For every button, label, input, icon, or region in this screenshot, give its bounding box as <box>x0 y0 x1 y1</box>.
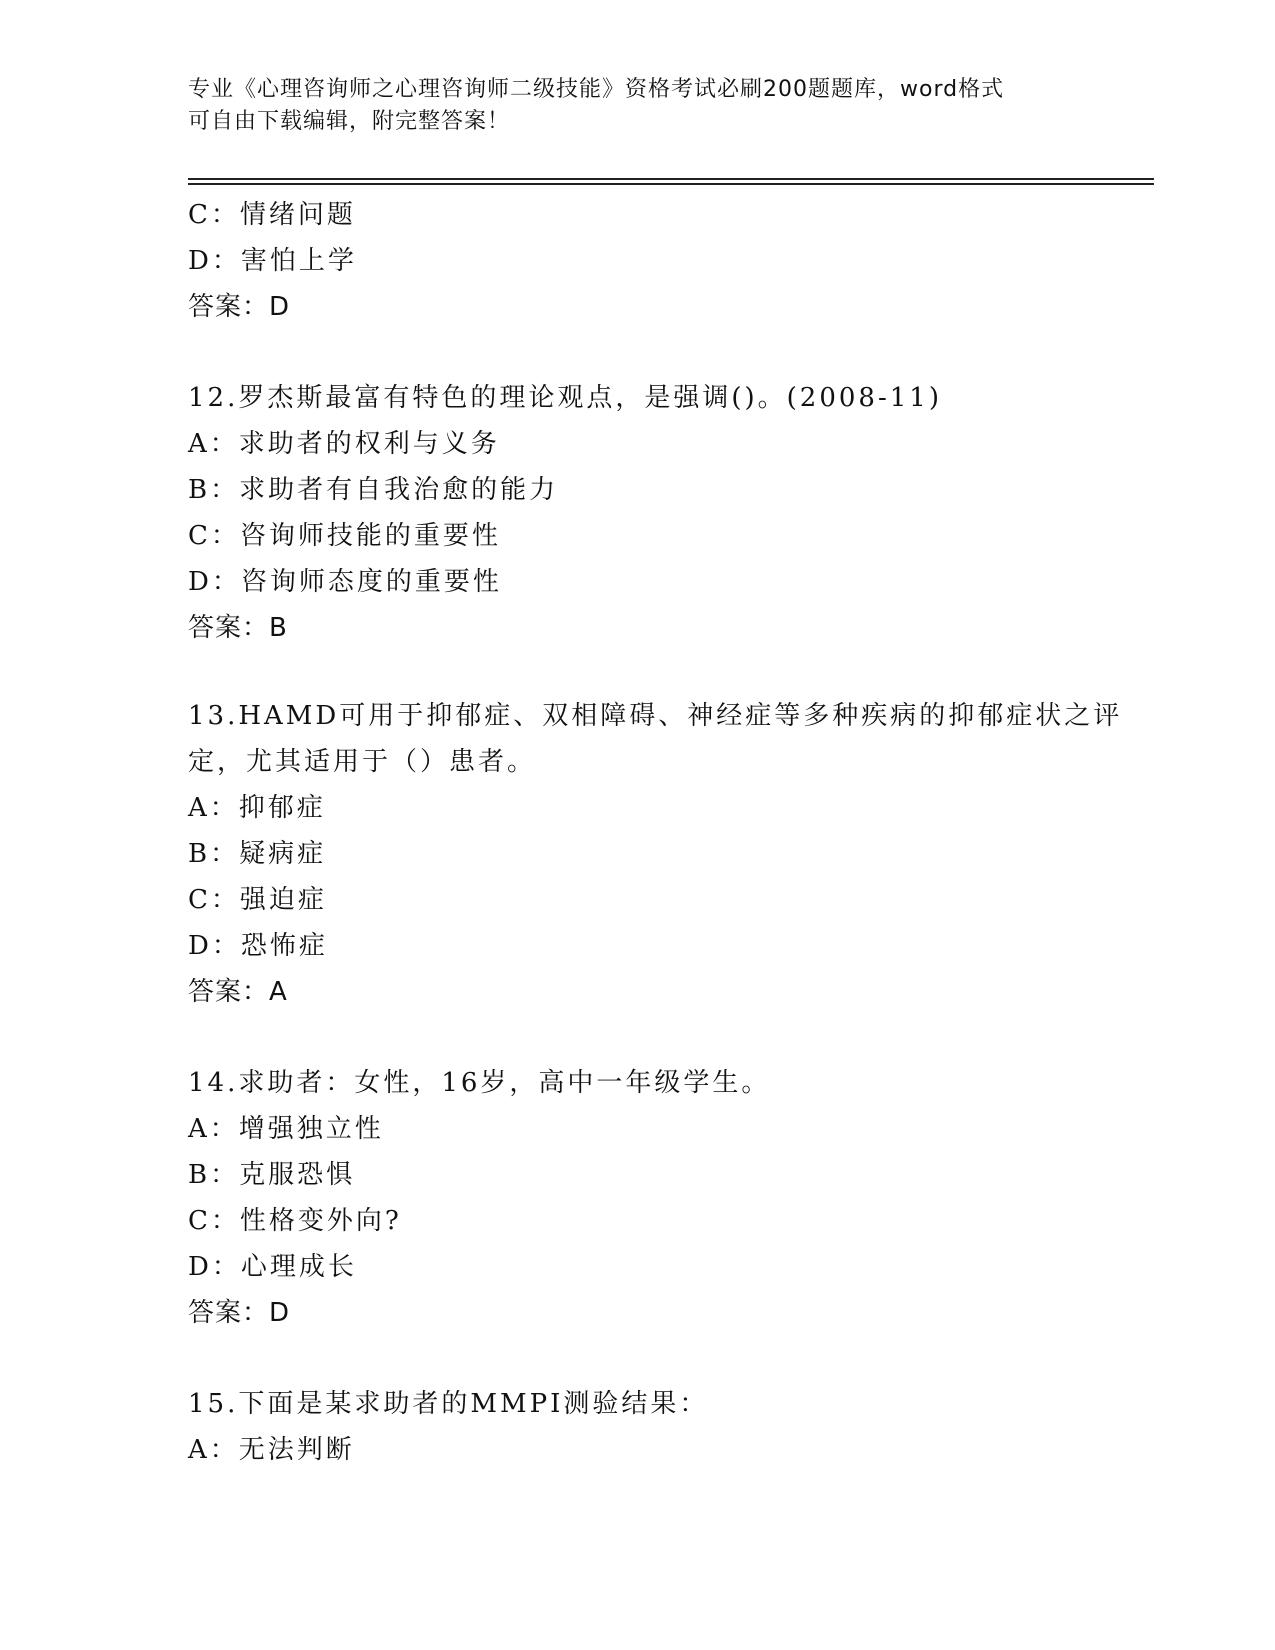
question-13-stem-line-2: 定，尤其适用于（）患者。 <box>188 747 537 777</box>
header-title-line-2: 可自由下载编辑，附完整答案！ <box>188 109 511 134</box>
header-divider-top <box>188 178 1154 180</box>
question-13-block <box>188 693 1123 1015</box>
question-11-block <box>188 192 1118 330</box>
question-12-option-c: C：咨询师技能的重要性 <box>188 521 501 551</box>
question-12-option-b: B：求助者有自我治愈的能力 <box>188 475 559 505</box>
question-spacer <box>188 1336 1118 1381</box>
question-spacer <box>188 1015 1118 1060</box>
question-14-option-b: B：克服恐惧 <box>188 1160 356 1190</box>
header-divider-bottom <box>188 183 1154 185</box>
question-spacer <box>188 651 1118 693</box>
question-14-option-c: C：性格变外向? <box>188 1206 402 1236</box>
question-15-option-a: A：无法判断 <box>188 1435 355 1465</box>
question-14-option-d: D：心理成长 <box>188 1252 357 1282</box>
question-list <box>188 192 1123 1473</box>
question-12-option-a: A：求助者的权利与义务 <box>188 429 500 459</box>
question-14-option-a: A：增强独立性 <box>188 1114 384 1144</box>
question-14-stem: 14.求助者：女性，16岁，高中一年级学生。 <box>188 1068 771 1098</box>
question-12-stem: 12.罗杰斯最富有特色的理论观点，是强调()。(2008-11) <box>188 383 942 413</box>
question-11-answer: 答案：D <box>188 292 291 322</box>
question-14-answer: 答案：D <box>188 1298 291 1328</box>
question-13-option-d: D：恐怖症 <box>188 931 328 961</box>
question-13-stem-line-1: 13.HAMD可用于抑郁症、双相障碍、神经症等多种疾病的抑郁症状之评 <box>188 701 1123 731</box>
question-15-block <box>188 1381 1118 1473</box>
question-13-option-c: C：强迫症 <box>188 885 327 915</box>
question-14-block <box>188 1060 1118 1336</box>
question-13-answer: 答案：A <box>188 977 288 1007</box>
question-13-option-b: B：疑病症 <box>188 839 327 869</box>
question-12-block <box>188 375 1118 651</box>
question-13-option-a: A：抑郁症 <box>188 793 326 823</box>
document-header <box>188 74 1088 138</box>
header-title-line-1: 专业《心理咨询师之心理咨询师二级技能》资格考试必刷200题题库，word格式 <box>188 77 1005 102</box>
question-11-option-c: C：情绪问题 <box>188 200 356 230</box>
question-12-option-d: D：咨询师态度的重要性 <box>188 567 502 597</box>
question-15-stem: 15.下面是某求助者的MMPI测验结果： <box>188 1389 709 1419</box>
question-12-answer: 答案：B <box>188 613 288 643</box>
question-11-option-d: D：害怕上学 <box>188 246 357 276</box>
question-spacer <box>188 330 1118 375</box>
